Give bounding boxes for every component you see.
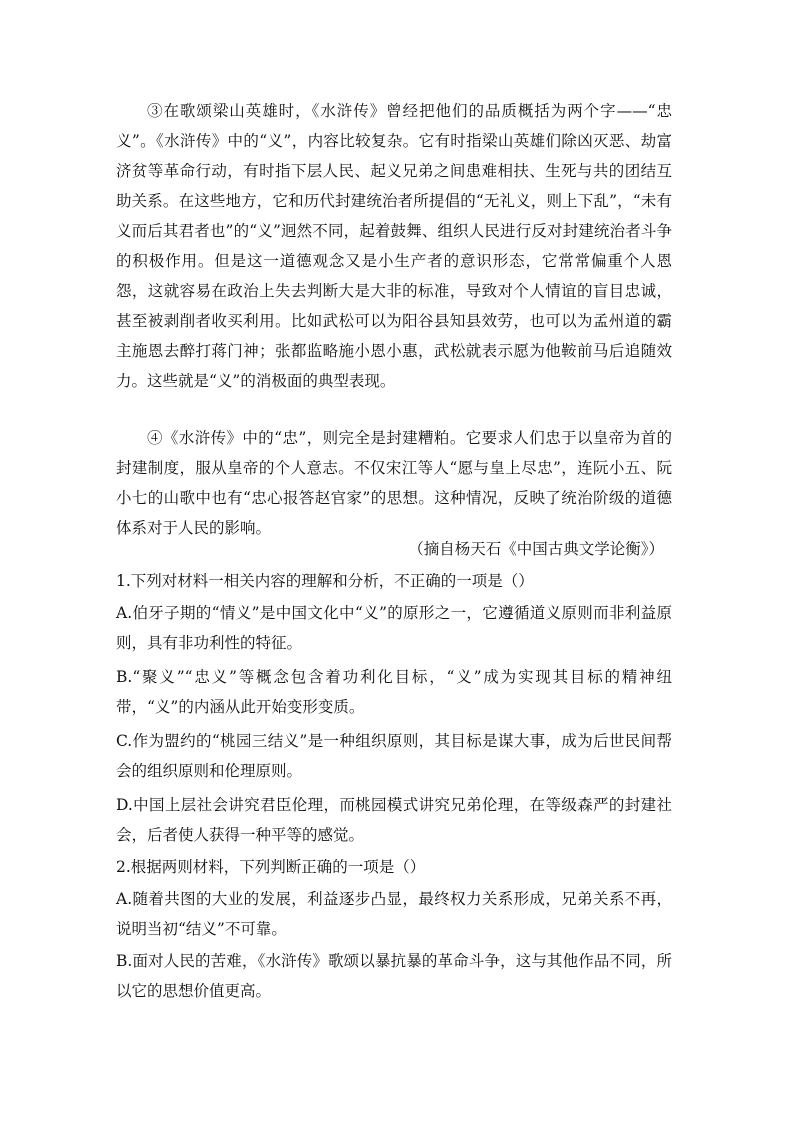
question-2-stem: 2.根据两则材料，下列判断正确的一项是（）: [116, 858, 426, 876]
question-1-option-d: D.中国上层社会讲究君臣伦理，而桃园模式讲究兄弟伦理，在等级森严的封建社会，后者使人获得一种平等的感觉。: [116, 796, 672, 844]
question-2-option-a: A.随着共图的大业的发展，利益逐步凸显，最终权力关系形成，兄弟关系不再，说明当初“结义”不可靠。: [116, 890, 672, 938]
question-1-option-c: C.作为盟约的“桃园三结义”是一种组织原则，其目标是谋大事，成为后世民间帮会的组织原则和伦理原则。: [116, 732, 672, 780]
question-1-option-b: B.“聚义”“忠义”等概念包含着功利化目标，“义”成为实现其目标的精神纽带，“义”的内涵从此开始变形变质。: [116, 668, 672, 716]
paragraph-3: ③在歌颂梁山英雄时，《水浒传》曾经把他们的品质概括为两个字——“忠义”。《水浒传》中的“义”，内容比较复杂。它有时指梁山英雄们除凶灭恶、劫富济贫等革命行动，有时指下层人民、起义兄弟之间患难相扶、生死与共的团结互助关系。在这些地方，它和历代封建统治者所提倡的“无礼义，则上下乱”，“未有义而后其君者也”的“义”迥然不同，起着鼓舞、组织人民进行反对封建统治者斗争的积极作用。但是这一道德观念又是小生产者的意识形态，它常常偏重个人恩怨，这就容易在政治上失去判断大是大非的标准，导致对个人情谊的盲目忠诚，甚至被剥削者收买利用。比如武松可以为阳谷县知县效劳，也可以为孟州道的霸主施恩去醉打蒋门神；张都监略施小恩小惠，武松就表示愿为他鞍前马后追随效力。这些就是“义”的消极面的典型表现。: [116, 102, 672, 390]
question-1-stem: 1.下列对材料一相关内容的理解和分析，不正确的一项是（）: [116, 572, 534, 590]
source-citation: （摘自杨天石《中国古典文学论衡》）: [408, 540, 664, 558]
question-1-option-a: A.伯牙子期的“情义”是中国文化中“义”的原形之一，它遵循道义原则而非利益原则，具有非功利性的特征。: [116, 604, 672, 652]
question-2-option-b: B.面对人民的苦难，《水浒传》歌颂以暴抗暴的革命斗争，这与其他作品不同，所以它的思想价值更高。: [116, 952, 672, 1000]
paragraph-4: ④《水浒传》中的“忠”，则完全是封建糟粕。它要求人们忠于以皇帝为首的封建制度，服从皇帝的个人意志。不仅宋江等人“愿与皇上尽忠”，连阮小五、阮小七的山歌中也有“忠心报答赵官家”的思想。这种情况，反映了统治阶级的道德体系对于人民的影响。: [116, 429, 672, 537]
